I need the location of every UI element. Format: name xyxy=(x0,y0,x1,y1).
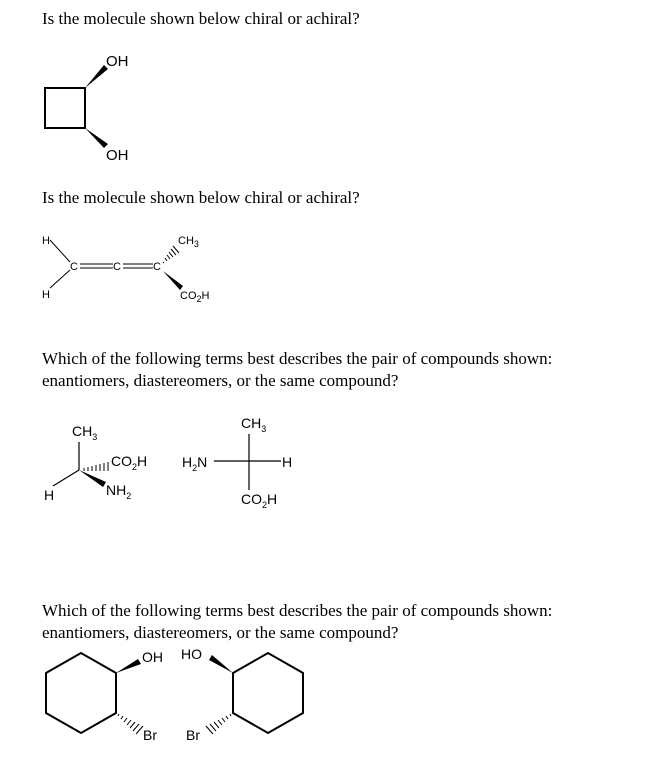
wedge-bond-co2h xyxy=(163,271,183,290)
hashed-bond-ch3 xyxy=(163,246,179,263)
question-4-prompt-line1: Which of the following terms best describes the pair of compounds shown: xyxy=(42,601,553,620)
q4a-wedge-bond-oh xyxy=(116,659,141,673)
molecule-2-allene xyxy=(42,235,210,304)
q3b-co2h: $CO_2H$ xyxy=(241,491,278,510)
q4b-wedge-bond-ho xyxy=(209,655,233,673)
cyclobutane-ring xyxy=(45,88,85,128)
wedge-bond-oh-bottom xyxy=(85,128,108,148)
q3a-bond-h xyxy=(53,470,79,486)
oh-label-top: OH xyxy=(106,53,129,70)
bond-h-bottom xyxy=(50,270,70,288)
q3a-ch3: $CH_3$ xyxy=(72,423,98,442)
q3a-wedge-bond-nh2 xyxy=(79,470,106,487)
question-2-prompt: Is the molecule shown below chiral or achiral? xyxy=(42,188,360,207)
q3b-ch3: $CH_3$ xyxy=(241,415,267,434)
allene-c2: C xyxy=(113,261,121,273)
q3b-h2n: $H_2N$ xyxy=(182,454,208,473)
allene-c3: C xyxy=(153,261,161,273)
q4b-ho: HO xyxy=(181,646,202,662)
q3b-h: H xyxy=(282,454,293,470)
q4-compound-b xyxy=(181,646,303,743)
q4a-br: Br xyxy=(143,727,157,743)
question-3-prompt-line2: enantiomers, diastereomers, or the same compound? xyxy=(42,371,399,390)
q4-compound-a xyxy=(46,649,163,743)
q4a-hashed-bond-br xyxy=(118,714,143,734)
molecule-1-cyclobutane-diol xyxy=(45,53,129,164)
question-3-prompt-line1: Which of the following terms best describes the pair of compounds shown: xyxy=(42,349,553,368)
q4b-cyclohexane-ring xyxy=(233,653,303,733)
q4b-br: Br xyxy=(186,727,200,743)
q4a-oh: OH xyxy=(142,649,163,665)
bond-h-top xyxy=(50,240,70,262)
allene-ch3: $CH_3$ xyxy=(178,235,199,249)
q3a-hashed-bond-co2h xyxy=(84,462,108,471)
oh-label-bottom: OH xyxy=(106,147,129,164)
allene-h-top: H xyxy=(42,235,50,247)
q3a-h: H xyxy=(44,487,55,503)
allene-c1: C xyxy=(70,261,78,273)
q4b-hashed-bond-br xyxy=(206,714,231,734)
question-4-prompt-line2: enantiomers, diastereomers, or the same compound? xyxy=(42,623,399,642)
question-1-prompt: Is the molecule shown below chiral or achiral? xyxy=(42,9,360,28)
wedge-bond-oh-top xyxy=(85,65,108,88)
q3a-co2h: $CO_2H$ xyxy=(111,453,148,472)
q3-compound-a xyxy=(44,423,147,503)
q3a-nh2: $NH_2$ xyxy=(106,482,132,501)
allene-h-bottom: H xyxy=(42,289,50,301)
allene-co2h: $CO_2H$ xyxy=(180,290,210,304)
q4a-cyclohexane-ring xyxy=(46,653,116,733)
q3-compound-b xyxy=(182,415,292,510)
